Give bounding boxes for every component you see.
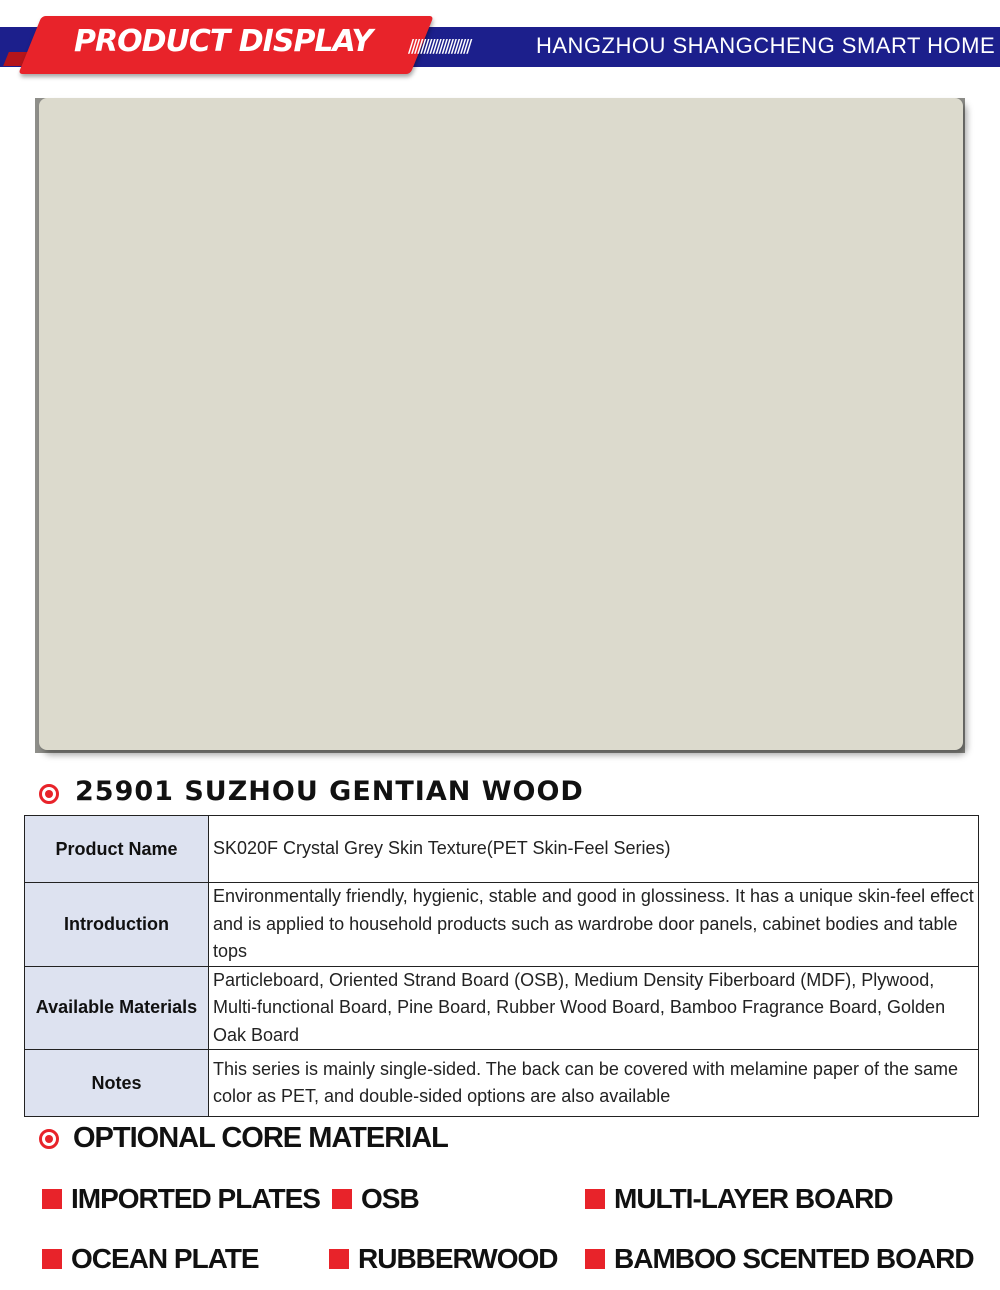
- red-square-icon: [332, 1189, 352, 1209]
- red-square-icon: [42, 1189, 62, 1209]
- product-swatch-image: [39, 98, 963, 750]
- table-label-product-name: Product Name: [25, 816, 209, 883]
- red-square-icon: [585, 1189, 605, 1209]
- red-square-icon: [42, 1249, 62, 1269]
- core-item-imported-plates: [42, 1182, 320, 1216]
- table-label-introduction: Introduction: [25, 883, 209, 967]
- core-item-ocean-plate: [42, 1242, 259, 1276]
- bullet-circle-icon: [39, 1129, 59, 1149]
- table-value-available-materials: Particleboard, Oriented Strand Board (OSB), Medium Density Fiberboard (MDF), Plywood, Multi-functional Board, Pine Board, Rubber Wood Board, Bamboo Fragrance Board, Golden Oak Board: [209, 966, 979, 1050]
- table-row: [25, 883, 979, 967]
- bullet-circle-icon: [39, 784, 59, 804]
- core-item-osb: [332, 1182, 419, 1216]
- core-material-heading: OPTIONAL CORE MATERIAL: [73, 1122, 448, 1154]
- red-square-icon: [329, 1249, 349, 1269]
- table-label-notes: Notes: [25, 1050, 209, 1117]
- banner-slash-decoration: ////////////////////: [408, 36, 470, 57]
- core-item-label: OCEAN PLATE: [71, 1243, 259, 1274]
- core-item-label: OSB: [361, 1183, 419, 1214]
- product-heading: 25901 SUZHOU GENTIAN WOOD: [75, 776, 584, 807]
- table-row: [25, 816, 979, 883]
- table-value-introduction: Environmentally friendly, hygienic, stable and good in glossiness. It has a unique skin-feel effect and is applied to household products such as wardrobe door panels, cabinet bodies and table tops: [209, 883, 979, 967]
- page-title: PRODUCT DISPLAY: [74, 24, 373, 59]
- table-row: [25, 1050, 979, 1117]
- table-label-available-materials: Available Materials: [25, 966, 209, 1050]
- core-item-label: IMPORTED PLATES: [71, 1183, 320, 1214]
- company-name: HANGZHOU SHANGCHENG SMART HOME: [536, 33, 996, 58]
- core-item-label: MULTI-LAYER BOARD: [614, 1183, 893, 1214]
- core-item-bamboo-scented-board: [585, 1242, 974, 1276]
- core-item-label: RUBBERWOOD: [358, 1243, 558, 1274]
- red-square-icon: [585, 1249, 605, 1269]
- core-item-rubberwood: [329, 1242, 557, 1276]
- table-value-product-name: SK020F Crystal Grey Skin Texture(PET Skin-Feel Series): [209, 816, 979, 883]
- core-item-multi-layer-board: [585, 1182, 893, 1216]
- table-row: [25, 966, 979, 1050]
- spec-table: [24, 815, 979, 1117]
- core-item-label: BAMBOO SCENTED BOARD: [614, 1243, 974, 1274]
- table-value-notes: This series is mainly single-sided. The back can be covered with melamine paper of the same color as PET, and double-sided options are also available: [209, 1050, 979, 1117]
